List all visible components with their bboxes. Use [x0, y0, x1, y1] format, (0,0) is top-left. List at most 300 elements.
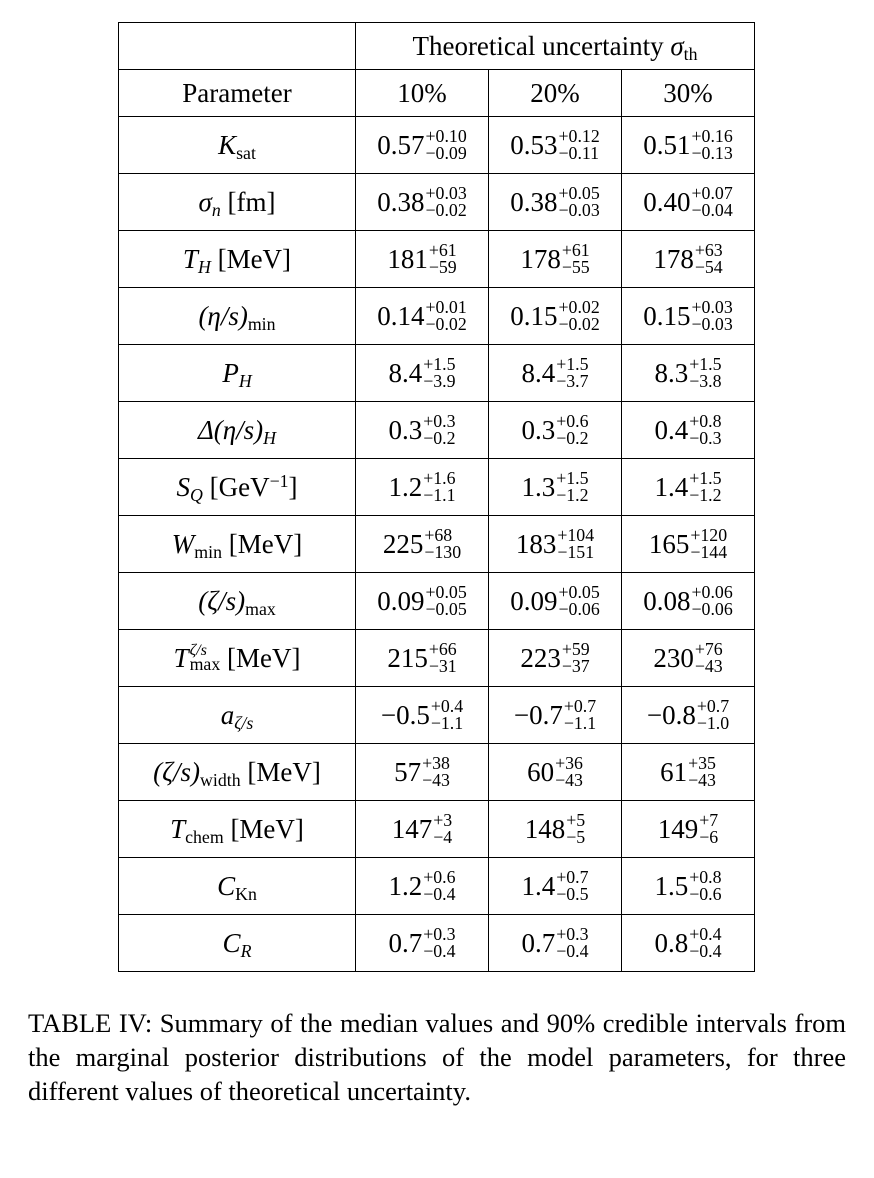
lower-error: −151 [557, 542, 595, 562]
error-bounds [423, 926, 455, 960]
value-cell [489, 744, 622, 801]
upper-error: +0.10 [425, 126, 467, 147]
table-row [119, 687, 755, 744]
param-subscript: max [245, 598, 276, 619]
value-cell [489, 345, 622, 402]
value-group [521, 356, 588, 390]
upper-error: +1.6 [423, 468, 456, 489]
value-cell [356, 174, 489, 231]
param-symbol: σ [198, 186, 212, 217]
median-value: 0.14 [377, 300, 425, 331]
error-bounds [423, 869, 455, 903]
lower-error: −0.03 [558, 200, 600, 220]
table-row [119, 288, 755, 345]
value-cell [356, 687, 489, 744]
value-cell [356, 345, 489, 402]
error-bounds [692, 584, 733, 618]
value-cell [622, 744, 755, 801]
upper-error: +1.5 [556, 354, 589, 375]
median-value: 215 [387, 642, 428, 673]
value-group [653, 641, 722, 675]
upper-error: +35 [688, 753, 716, 774]
param-symbol: C [217, 870, 236, 901]
parameter-cell [119, 744, 356, 801]
error-bounds [429, 641, 457, 675]
value-cell [356, 573, 489, 630]
median-value: 57 [394, 756, 422, 787]
table-row [119, 516, 755, 573]
value-group [520, 641, 589, 675]
lower-error: −0.02 [558, 314, 600, 334]
lower-error: −37 [561, 656, 590, 676]
upper-error: +0.7 [556, 867, 589, 888]
median-value: 225 [382, 528, 424, 559]
value-cell [622, 573, 755, 630]
error-bounds [697, 698, 729, 732]
error-bounds [689, 470, 721, 504]
value-cell [356, 915, 489, 972]
param-symbol: (ζ/s) [198, 585, 246, 616]
upper-error: +0.3 [556, 924, 589, 945]
header-row-group [119, 23, 755, 70]
table-row [119, 459, 755, 516]
upper-error: +0.07 [691, 183, 733, 204]
value-group [516, 527, 594, 561]
value-group [510, 185, 599, 219]
median-value: 1.2 [388, 870, 423, 901]
value-cell [489, 402, 622, 459]
value-cell [622, 858, 755, 915]
error-bounds [559, 299, 600, 333]
lower-error: −5 [566, 827, 586, 847]
lower-error: −1.0 [696, 713, 730, 733]
value-cell [489, 117, 622, 174]
upper-error: +120 [690, 525, 728, 546]
param-symbol: (ζ/s) [153, 756, 201, 787]
param-subscript: H [238, 370, 252, 391]
lower-error: −0.02 [425, 200, 467, 220]
lower-error: −0.04 [691, 200, 733, 220]
lower-error: −0.13 [691, 143, 733, 163]
lower-error: −0.09 [425, 143, 467, 163]
value-group [521, 926, 588, 960]
median-value: 0.4 [654, 414, 689, 445]
table-row [119, 858, 755, 915]
uncertainty-group-header [356, 23, 755, 70]
lower-error: −4 [433, 827, 453, 847]
value-group [658, 812, 718, 846]
param-subscript: n [211, 199, 221, 220]
error-bounds [426, 128, 467, 162]
value-cell [356, 516, 489, 573]
error-bounds [695, 242, 723, 276]
median-value: 0.38 [510, 186, 558, 217]
value-group [527, 755, 583, 789]
value-group [510, 128, 599, 162]
lower-error: −0.5 [556, 884, 589, 904]
lower-error: −43 [688, 770, 716, 790]
median-value: 0.38 [377, 186, 425, 217]
upper-error: +61 [561, 240, 590, 261]
lower-error: −0.02 [425, 314, 467, 334]
error-bounds [556, 470, 588, 504]
parameter-cell [119, 402, 356, 459]
param-subscript: min [194, 541, 222, 562]
lower-error: −0.4 [556, 941, 589, 961]
median-value: −0.7 [513, 699, 563, 730]
lower-error: −43 [555, 770, 583, 790]
upper-error: +0.03 [425, 183, 467, 204]
upper-error: +0.3 [423, 411, 456, 432]
lower-error: −0.06 [691, 599, 733, 619]
parameter-cell [119, 630, 356, 687]
lower-error: −43 [422, 770, 450, 790]
median-value: 0.15 [510, 300, 558, 331]
param-symbol: Δ(η/s) [197, 414, 264, 445]
value-cell [489, 573, 622, 630]
upper-error: +1.5 [556, 468, 589, 489]
upper-error: +0.05 [425, 582, 467, 603]
param-unit: [fm] [227, 186, 276, 217]
lower-error: −0.2 [423, 428, 456, 448]
error-bounds [688, 755, 716, 789]
parameter-table [118, 22, 755, 972]
median-value: 1.4 [521, 870, 556, 901]
median-value: 148 [524, 813, 566, 844]
value-cell [489, 801, 622, 858]
lower-error: −31 [428, 656, 457, 676]
median-value: −0.8 [646, 699, 696, 730]
median-value: 0.57 [377, 129, 425, 160]
upper-error: +36 [555, 753, 583, 774]
median-value: 8.3 [654, 357, 689, 388]
unit-exponent: −1 [269, 471, 289, 492]
error-bounds [699, 812, 718, 846]
table-row [119, 231, 755, 288]
error-bounds [426, 299, 467, 333]
upper-error: +76 [694, 639, 723, 660]
sigma-subscript: th [683, 43, 698, 64]
value-group [660, 755, 716, 789]
median-value: 0.09 [377, 585, 425, 616]
lower-error: −0.3 [689, 428, 722, 448]
table-row [119, 744, 755, 801]
median-value: 149 [657, 813, 699, 844]
lower-error: −59 [428, 257, 457, 277]
table-row [119, 915, 755, 972]
param-symbol: C [222, 927, 241, 958]
parameter-cell [119, 573, 356, 630]
upper-error: +0.8 [689, 867, 722, 888]
value-cell [356, 459, 489, 516]
error-bounds [426, 584, 467, 618]
value-cell [489, 630, 622, 687]
param-symbol: T [173, 642, 189, 673]
param-symbol: W [171, 528, 195, 559]
value-group [377, 299, 466, 333]
group-header-text: Theoretical uncertainty [412, 30, 664, 61]
value-group [654, 413, 721, 447]
value-cell [489, 516, 622, 573]
table-caption: TABLE IV: Summary of the median values and 90% credible intervals from the marginal posterior distributions of the model parameters, for three different values of theoretical uncertainty. [28, 1008, 846, 1106]
value-cell [489, 915, 622, 972]
value-cell [489, 858, 622, 915]
value-group [520, 242, 589, 276]
empty-corner-cell [119, 23, 356, 70]
error-bounds [556, 869, 588, 903]
value-cell [622, 402, 755, 459]
value-group [381, 698, 463, 732]
value-group [388, 926, 455, 960]
value-group [521, 413, 588, 447]
value-cell [622, 516, 755, 573]
error-bounds [556, 356, 588, 390]
value-cell [622, 801, 755, 858]
value-cell [622, 117, 755, 174]
lower-error: −0.05 [425, 599, 467, 619]
median-value: 60 [527, 756, 555, 787]
upper-error: +0.7 [696, 696, 730, 717]
lower-error: −0.06 [558, 599, 600, 619]
lower-error: −0.03 [691, 314, 733, 334]
error-bounds [556, 413, 588, 447]
error-bounds [556, 926, 588, 960]
error-bounds [689, 356, 721, 390]
parameter-cell [119, 345, 356, 402]
error-bounds [692, 185, 733, 219]
lower-error: −3.7 [556, 371, 589, 391]
parameter-cell [119, 459, 356, 516]
param-symbol: a [220, 699, 235, 730]
value-group [388, 356, 455, 390]
param-superscript: ζ/s [189, 641, 207, 660]
value-group [643, 299, 732, 333]
error-bounds [433, 812, 452, 846]
median-value: 181 [387, 243, 428, 274]
param-unit: [MeV] [228, 528, 303, 559]
value-group [388, 413, 455, 447]
value-cell [622, 288, 755, 345]
value-cell [489, 288, 622, 345]
error-bounds [689, 413, 721, 447]
value-cell [356, 288, 489, 345]
median-value: −0.5 [380, 699, 430, 730]
median-value: 0.7 [388, 927, 423, 958]
value-cell [489, 687, 622, 744]
upper-error: +0.7 [563, 696, 597, 717]
value-group [521, 470, 588, 504]
median-value: 178 [653, 243, 694, 274]
upper-error: +0.05 [558, 183, 600, 204]
error-bounds [422, 755, 450, 789]
value-cell [622, 231, 755, 288]
median-value: 0.51 [643, 129, 691, 160]
lower-error: −0.6 [689, 884, 722, 904]
lower-error: −1.2 [556, 485, 589, 505]
table-row [119, 402, 755, 459]
value-group [510, 584, 599, 618]
upper-error: +0.3 [423, 924, 456, 945]
lower-error: −0.4 [423, 941, 456, 961]
error-bounds [559, 128, 600, 162]
column-header-20: 20% [489, 70, 622, 117]
upper-error: +0.4 [430, 696, 464, 717]
value-cell [356, 744, 489, 801]
median-value: 0.3 [521, 414, 556, 445]
param-subscript: Q [189, 484, 203, 505]
table-row [119, 630, 755, 687]
lower-error: −3.9 [423, 371, 456, 391]
median-value: 0.40 [643, 186, 691, 217]
value-cell [356, 117, 489, 174]
value-group [514, 698, 596, 732]
value-cell [356, 231, 489, 288]
value-group [643, 128, 732, 162]
value-group [387, 641, 456, 675]
table-row [119, 174, 755, 231]
lower-error: −1.1 [423, 485, 456, 505]
parameter-cell [119, 915, 356, 972]
value-group [654, 926, 721, 960]
table-row [119, 573, 755, 630]
error-bounds [426, 185, 467, 219]
median-value: 147 [391, 813, 433, 844]
table-row [119, 117, 755, 174]
median-value: 1.3 [521, 471, 556, 502]
upper-error: +68 [424, 525, 453, 546]
param-subscript: min [247, 313, 276, 334]
value-group [643, 584, 732, 618]
upper-error: +0.6 [556, 411, 589, 432]
lower-error: −1.2 [689, 485, 722, 505]
median-value: 178 [520, 243, 561, 274]
median-value: 165 [648, 528, 690, 559]
value-cell [622, 915, 755, 972]
upper-error: +0.4 [689, 924, 722, 945]
error-bounds [566, 812, 585, 846]
upper-error: +0.6 [423, 867, 456, 888]
value-group [647, 698, 729, 732]
error-bounds [555, 755, 583, 789]
error-bounds [424, 527, 461, 561]
column-header-30: 30% [622, 70, 755, 117]
value-cell [356, 801, 489, 858]
param-subscript: width [200, 769, 241, 790]
median-value: 0.7 [521, 927, 556, 958]
upper-error: +104 [557, 525, 595, 546]
parameter-header: Parameter [119, 70, 356, 117]
lower-error: −1.1 [563, 713, 597, 733]
value-group [388, 470, 455, 504]
lower-error: −0.4 [689, 941, 722, 961]
upper-error: +0.06 [691, 582, 733, 603]
lower-error: −0.2 [556, 428, 589, 448]
lower-error: −54 [694, 257, 723, 277]
value-group [377, 185, 466, 219]
column-header-10: 10% [356, 70, 489, 117]
median-value: 61 [660, 756, 688, 787]
param-subscript: Kn [235, 883, 257, 904]
error-bounds [690, 527, 727, 561]
upper-error: +1.5 [423, 354, 456, 375]
median-value: 0.53 [510, 129, 558, 160]
value-group [654, 356, 721, 390]
upper-error: +61 [428, 240, 457, 261]
median-value: 0.09 [510, 585, 558, 616]
lower-error: −3.8 [689, 371, 722, 391]
parameter-cell [119, 516, 356, 573]
value-cell [356, 858, 489, 915]
table-row [119, 345, 755, 402]
parameter-cell [119, 174, 356, 231]
value-group [383, 527, 461, 561]
value-group [510, 299, 599, 333]
param-unit: [MeV] [247, 756, 321, 787]
parameter-cell [119, 117, 356, 174]
param-symbol: S [176, 471, 190, 502]
value-cell [356, 402, 489, 459]
lower-error: −0.11 [558, 143, 600, 163]
param-unit: [MeV] [226, 642, 301, 673]
param-unit: [GeV$^{-1}$] [209, 471, 298, 502]
value-group [653, 242, 722, 276]
error-bounds [429, 242, 457, 276]
param-symbol: (η/s) [198, 300, 248, 331]
value-cell [489, 231, 622, 288]
lower-error: −130 [424, 542, 462, 562]
param-subscript: H [197, 256, 211, 277]
param-subscript: ζ/s [234, 712, 254, 733]
upper-error: +59 [561, 639, 590, 660]
param-unit: [MeV] [230, 813, 304, 844]
error-bounds [692, 128, 733, 162]
param-symbol: T [170, 813, 186, 844]
lower-error: −6 [699, 827, 719, 847]
median-value: 1.4 [654, 471, 689, 502]
error-bounds [423, 470, 455, 504]
error-bounds [559, 185, 600, 219]
median-value: 8.4 [388, 357, 423, 388]
param-unit: [MeV] [217, 243, 292, 274]
parameter-cell [119, 858, 356, 915]
error-bounds [564, 698, 596, 732]
value-group [388, 869, 455, 903]
value-group [377, 584, 466, 618]
error-bounds [562, 242, 590, 276]
upper-error: +0.02 [558, 297, 600, 318]
param-subscript: H [263, 427, 277, 448]
error-bounds [557, 527, 594, 561]
upper-error: +0.8 [689, 411, 722, 432]
median-value: 223 [520, 642, 561, 673]
upper-error: +3 [433, 810, 453, 831]
param-subscript: sat [236, 142, 256, 163]
param-symbol: P [222, 357, 239, 388]
error-bounds [559, 584, 600, 618]
median-value: 230 [653, 642, 694, 673]
value-cell [622, 630, 755, 687]
upper-error: +1.5 [689, 354, 722, 375]
upper-error: +0.05 [558, 582, 600, 603]
upper-error: +5 [566, 810, 586, 831]
median-value: 0.8 [654, 927, 689, 958]
param-symbol-group [174, 643, 221, 674]
value-group [394, 755, 450, 789]
value-group [649, 527, 727, 561]
upper-error: +66 [428, 639, 457, 660]
upper-error: +0.12 [558, 126, 600, 147]
sigma-symbol: σ [670, 30, 684, 61]
